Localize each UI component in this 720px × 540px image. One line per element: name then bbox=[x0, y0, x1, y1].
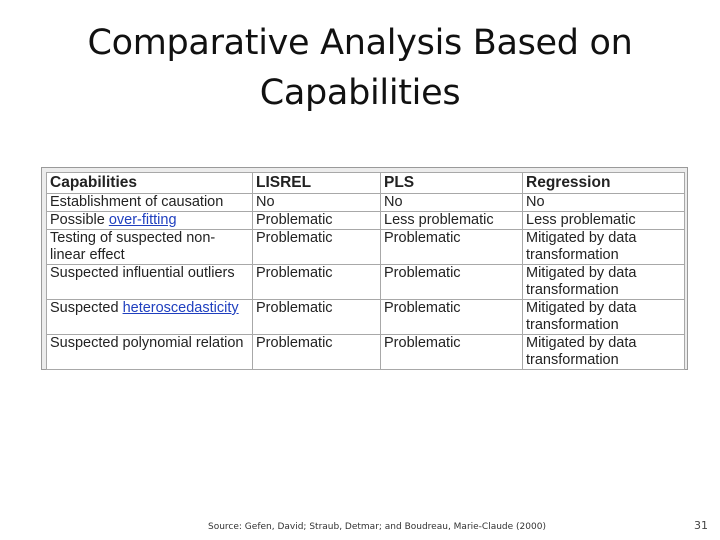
capability-cell bbox=[47, 335, 253, 370]
capability-text: Establishment of causation bbox=[50, 194, 224, 210]
regression-cell: No bbox=[523, 194, 685, 212]
heteroscedasticity-link[interactable]: heteroscedasticity bbox=[122, 300, 239, 316]
pls-cell: Problematic bbox=[381, 300, 523, 335]
header-lisrel: LISREL bbox=[253, 173, 381, 194]
table-row bbox=[47, 212, 685, 230]
regression-cell: Mitigated by data transformation bbox=[523, 300, 685, 335]
slide-title-line-1: Comparative Analysis Based on bbox=[87, 23, 633, 63]
lisrel-cell: Problematic bbox=[253, 212, 381, 230]
page-number: 31 bbox=[694, 519, 708, 532]
capability-text: Suspected bbox=[50, 300, 123, 316]
capability-cell bbox=[47, 212, 253, 230]
header-regression: Regression bbox=[523, 173, 685, 194]
pls-cell: Problematic bbox=[381, 230, 523, 265]
regression-cell: Mitigated by data transformation bbox=[523, 335, 685, 370]
capability-text: Suspected polynomial relation bbox=[50, 335, 244, 351]
lisrel-cell: Problematic bbox=[253, 335, 381, 370]
capability-cell bbox=[47, 300, 253, 335]
lisrel-cell: Problematic bbox=[253, 300, 381, 335]
header-pls: PLS bbox=[381, 173, 523, 194]
slide-title-line-2: Capabilities bbox=[259, 73, 461, 113]
lisrel-cell: No bbox=[253, 194, 381, 212]
table-row bbox=[47, 194, 685, 212]
table-header-row bbox=[47, 173, 685, 194]
pls-cell: Problematic bbox=[381, 335, 523, 370]
slide-title bbox=[0, 18, 720, 118]
capability-text: Suspected influential outliers bbox=[50, 265, 235, 281]
pls-cell: Less problematic bbox=[381, 212, 523, 230]
table-row bbox=[47, 300, 685, 335]
source-citation: Source: Gefen, David; Straub, Detmar; and Boudreau, Marie-Claude (2000) bbox=[208, 522, 546, 532]
comparison-table bbox=[46, 172, 685, 370]
capability-cell bbox=[47, 230, 253, 265]
capability-text: Possible bbox=[50, 212, 109, 228]
table-row bbox=[47, 335, 685, 370]
table-row bbox=[47, 230, 685, 265]
pls-cell: Problematic bbox=[381, 265, 523, 300]
capability-text: Testing of suspected non-linear effect bbox=[50, 230, 216, 263]
table-row bbox=[47, 265, 685, 300]
pls-cell: No bbox=[381, 194, 523, 212]
regression-cell: Mitigated by data transformation bbox=[523, 230, 685, 265]
lisrel-cell: Problematic bbox=[253, 230, 381, 265]
comparison-table-frame bbox=[41, 167, 688, 370]
over-fitting-link[interactable]: over-fitting bbox=[108, 212, 177, 228]
header-capabilities: Capabilities bbox=[47, 173, 253, 194]
capability-cell bbox=[47, 194, 253, 212]
lisrel-cell: Problematic bbox=[253, 265, 381, 300]
regression-cell: Mitigated by data transformation bbox=[523, 265, 685, 300]
capability-cell bbox=[47, 265, 253, 300]
regression-cell: Less problematic bbox=[523, 212, 685, 230]
